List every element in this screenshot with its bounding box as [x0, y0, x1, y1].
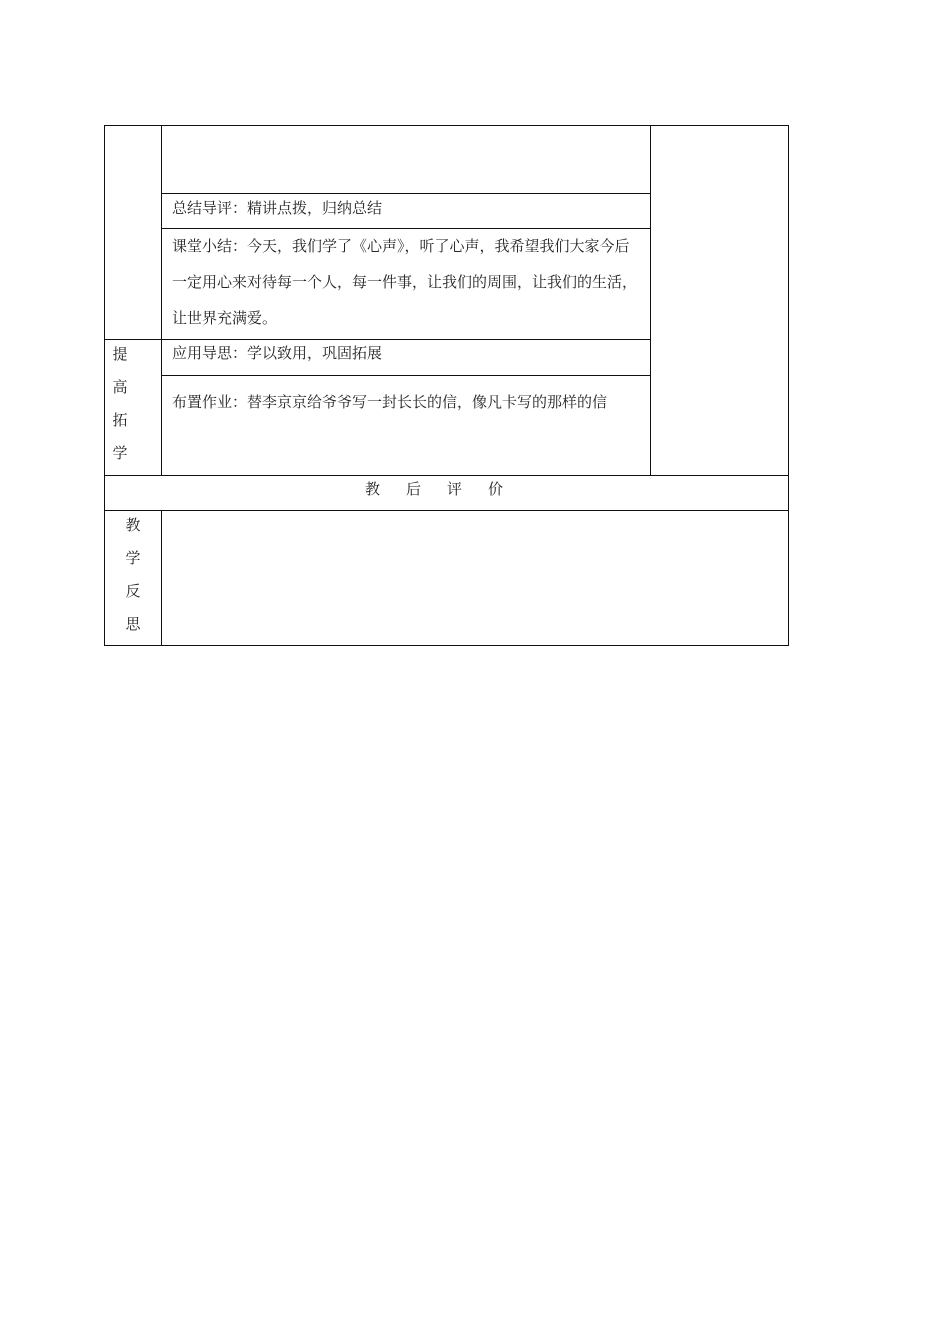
reflection-char-4: 思 — [125, 615, 141, 633]
improve-char-2: 高 — [112, 378, 128, 396]
content-column-divider — [650, 125, 651, 475]
improve-char-3: 拓 — [112, 411, 128, 429]
table-top-border — [104, 125, 789, 126]
row-divider-1 — [161, 193, 651, 194]
improve-char-1: 提 — [112, 345, 128, 363]
improve-side-label — [110, 343, 130, 475]
row-divider-4 — [161, 375, 651, 376]
homework-text: 布置作业：替李京京给爷爷写一封长长的信，像凡卡写的那样的信 — [172, 393, 608, 411]
table-right-border — [788, 125, 789, 646]
row-divider-6 — [104, 510, 789, 511]
reflection-char-2: 学 — [125, 549, 141, 567]
apply-guide-text: 应用导思：学以致用，巩固拓展 — [172, 344, 383, 362]
reflection-char-3: 反 — [125, 582, 141, 600]
label-column-divider — [161, 125, 162, 475]
reflection-side-label — [123, 514, 143, 646]
row-divider-3 — [104, 339, 651, 340]
summary-guide-text: 总结导评：精讲点拨，归纳总结 — [172, 199, 383, 217]
evaluation-header: 教后评价 — [364, 480, 529, 498]
table-left-border — [104, 125, 105, 646]
reflection-column-divider — [161, 510, 162, 646]
improve-char-4: 学 — [112, 444, 128, 462]
class-summary-text: 课堂小结：今天，我们学了《心声》，听了心声，我希望我们大家今后一定用心来对待每一个人，每一件事，让我们的周围，让我们的生活，让世界充满爱。 — [172, 237, 638, 327]
table-bottom-border — [104, 645, 789, 646]
row-divider-5 — [104, 475, 789, 476]
reflection-char-1: 教 — [125, 516, 141, 534]
